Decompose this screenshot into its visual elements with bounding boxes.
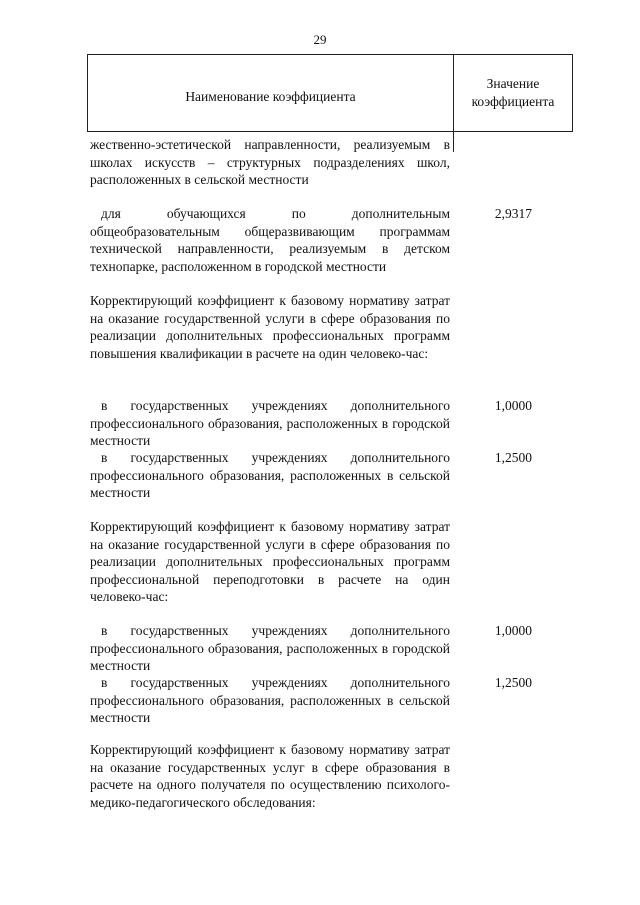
row-name: в государственных учреждениях дополнительного профессионального образования, расположенных в городской местности — [90, 623, 450, 673]
row-name: Корректирующий коэффициент к базовому нормативу затрат на оказание государственной услуги в сфере образования по реализации дополнительных профессиональных программ повышения квалификации в расчете на один человеко-час: — [90, 293, 450, 361]
table-row — [90, 205, 560, 275]
table-row — [90, 622, 560, 675]
page-number: 29 — [313, 32, 327, 47]
row-name: для обучающихся по дополнительным общеобразовательным общеразвивающим программам технической направленности, реализуемым в детском технопарке, расположенном в городской местности — [90, 206, 450, 274]
row-name: в государственных учреждениях дополнительного профессионального образования, расположенных в сельской местности — [90, 450, 450, 500]
row-name: в государственных учреждениях дополнительного профессионального образования, расположенных в городской местности — [90, 398, 450, 448]
table-row — [90, 292, 560, 362]
header-value-column: Значение коэффициента — [471, 76, 555, 109]
table-row — [90, 518, 560, 606]
row-value — [450, 292, 560, 362]
row-name: Корректирующий коэффициент к базовому нормативу затрат на оказание государственной услуги в сфере образования по реализации дополнительных профессиональных программ профессиональной переподготовки в расчете на один человеко-час: — [90, 519, 450, 604]
row-value — [450, 136, 560, 189]
table-row — [90, 674, 560, 727]
row-name: жественно-эстетической направленности, реализуемым в школах искусств – структурных подразделениях школ, расположенных в сельской местности — [90, 137, 450, 187]
table-row — [90, 449, 560, 502]
row-value — [450, 741, 560, 811]
row-value: 1,0000 — [494, 623, 532, 638]
row-value: 1,2500 — [494, 450, 532, 465]
row-name: в государственных учреждениях дополнительного профессионального образования, расположенных в сельской местности — [90, 675, 450, 725]
table-row — [90, 397, 560, 450]
row-name: Корректирующий коэффициент к базовому нормативу затрат на оказание государственных услуг в сфере образования в расчете на одного получателя по осуществлению психолого-медико-педагогического обследования: — [90, 742, 450, 810]
table-row — [90, 741, 560, 811]
row-value: 1,2500 — [494, 675, 532, 690]
row-value — [450, 518, 560, 606]
header-name-column: Наименование коэффициента — [88, 55, 454, 131]
row-value: 2,9317 — [494, 206, 532, 221]
table-header — [87, 54, 573, 132]
table-row — [90, 136, 560, 189]
row-value: 1,0000 — [494, 398, 532, 413]
